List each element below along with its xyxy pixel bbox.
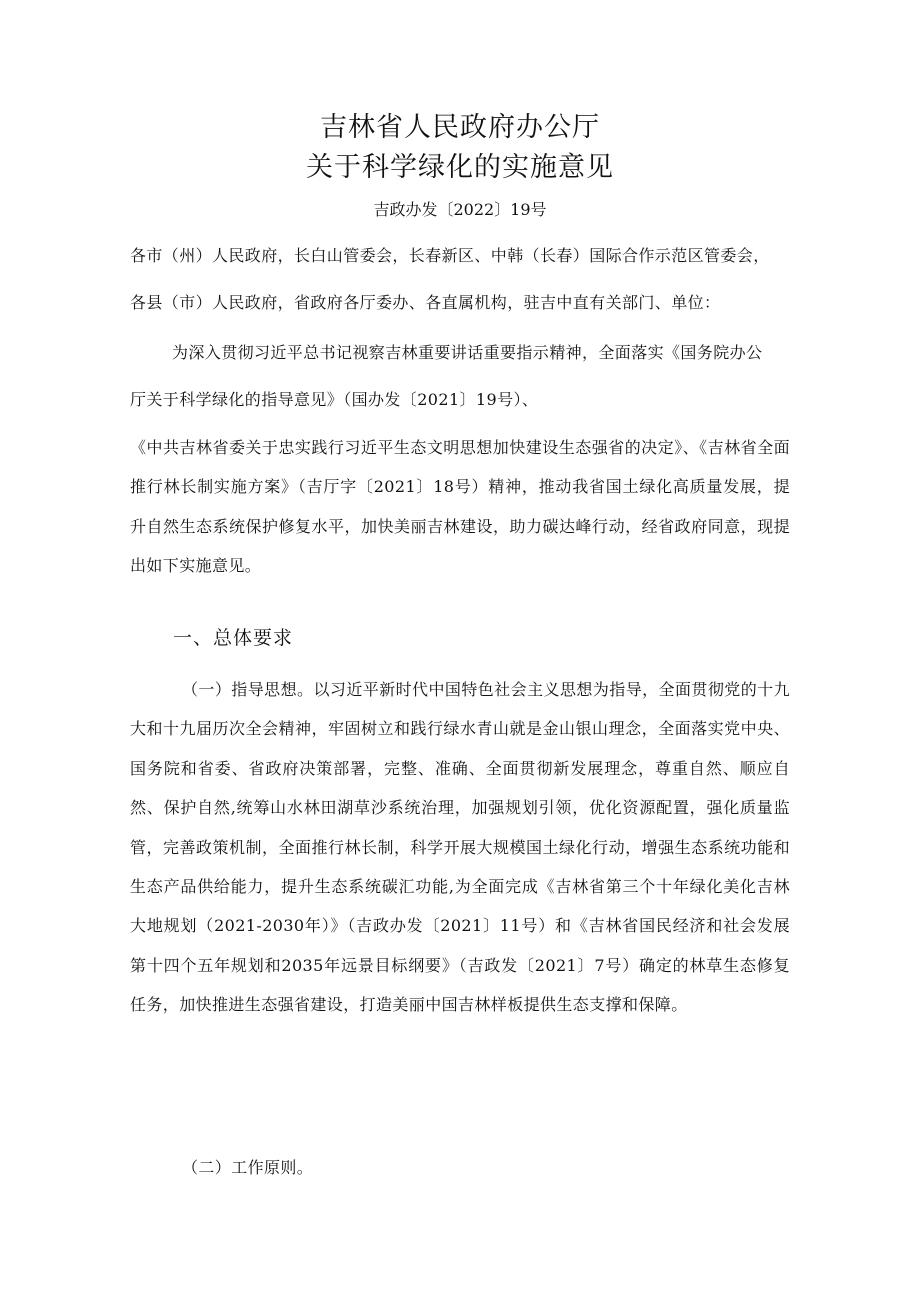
recipients-line1: 各市（州）人民政府，长白山管委会，长春新区、中韩（长春）国际合作示范区管委会，	[130, 246, 770, 265]
document-title-line2: 关于科学绿化的实施意见	[306, 152, 614, 183]
section-heading-general-requirements: 一、总体要求	[173, 627, 294, 649]
intro-paragraph-continued: 《中共吉林省委关于忠实践行习近平生态文明思想加快建设生态强省的决定》、《吉林省全面推行林长制实施方案》（吉厅字〔2021〕18号）精神，推动我省国土绿化高质量发展，提升自然生态系统保护修复水平，加快美丽吉林建设，助力碳达峰行动，经省政府同意，现提出如下实施意见。	[130, 438, 790, 576]
intro-line1: 为深入贯彻习近平总书记视察吉林重要讲话重要指示精神，全面落实《国务院办公	[172, 343, 763, 362]
recipients-line2: 各县（市）人民政府，省政府各厅委办、各直属机构，驻吉中直有关部门、单位：	[130, 293, 721, 312]
intro-line2: 厅关于科学绿化的指导意见》（国办发〔2021〕19号）、	[130, 390, 539, 409]
document-title-line1: 吉林省人民政府办公厅	[320, 112, 600, 143]
document-number: 吉政办发〔2022〕19号	[373, 200, 547, 219]
guiding-ideology-paragraph: （一）指导思想。以习近平新时代中国特色社会主义思想为指导，全面贯彻党的十九大和十九届历次全会精神，牢固树立和践行绿水青山就是金山银山理念，全面落实党中央、国务院和省委、省政府决策部署，完整、准确、全面贯彻新发展理念，尊重自然、顺应自然、保护自然,统筹山水林田湖草沙系统治理，加强规划引领，优化资源配置，强化质量监管，完善政策机制，全面推行林长制，科学开展大规模国土绿化行动，增强生态系统功能和生态产品供给能力，提升生态系统碳汇功能,为全面完成《吉林省第三个十年绿化美化吉林大地规划（2021-2030年）》（吉政办发〔2021〕11号）和《吉林省国民经济和社会发展第十四个五年规划和2035年远景目标纲要》（吉政发〔2021〕7号）确定的林草生态修复任务，加快推进生态强省建设，打造美丽中国吉林样板提供生态支撑和保障。	[130, 680, 790, 1015]
work-principles-heading: （二）工作原则。	[182, 1158, 314, 1177]
